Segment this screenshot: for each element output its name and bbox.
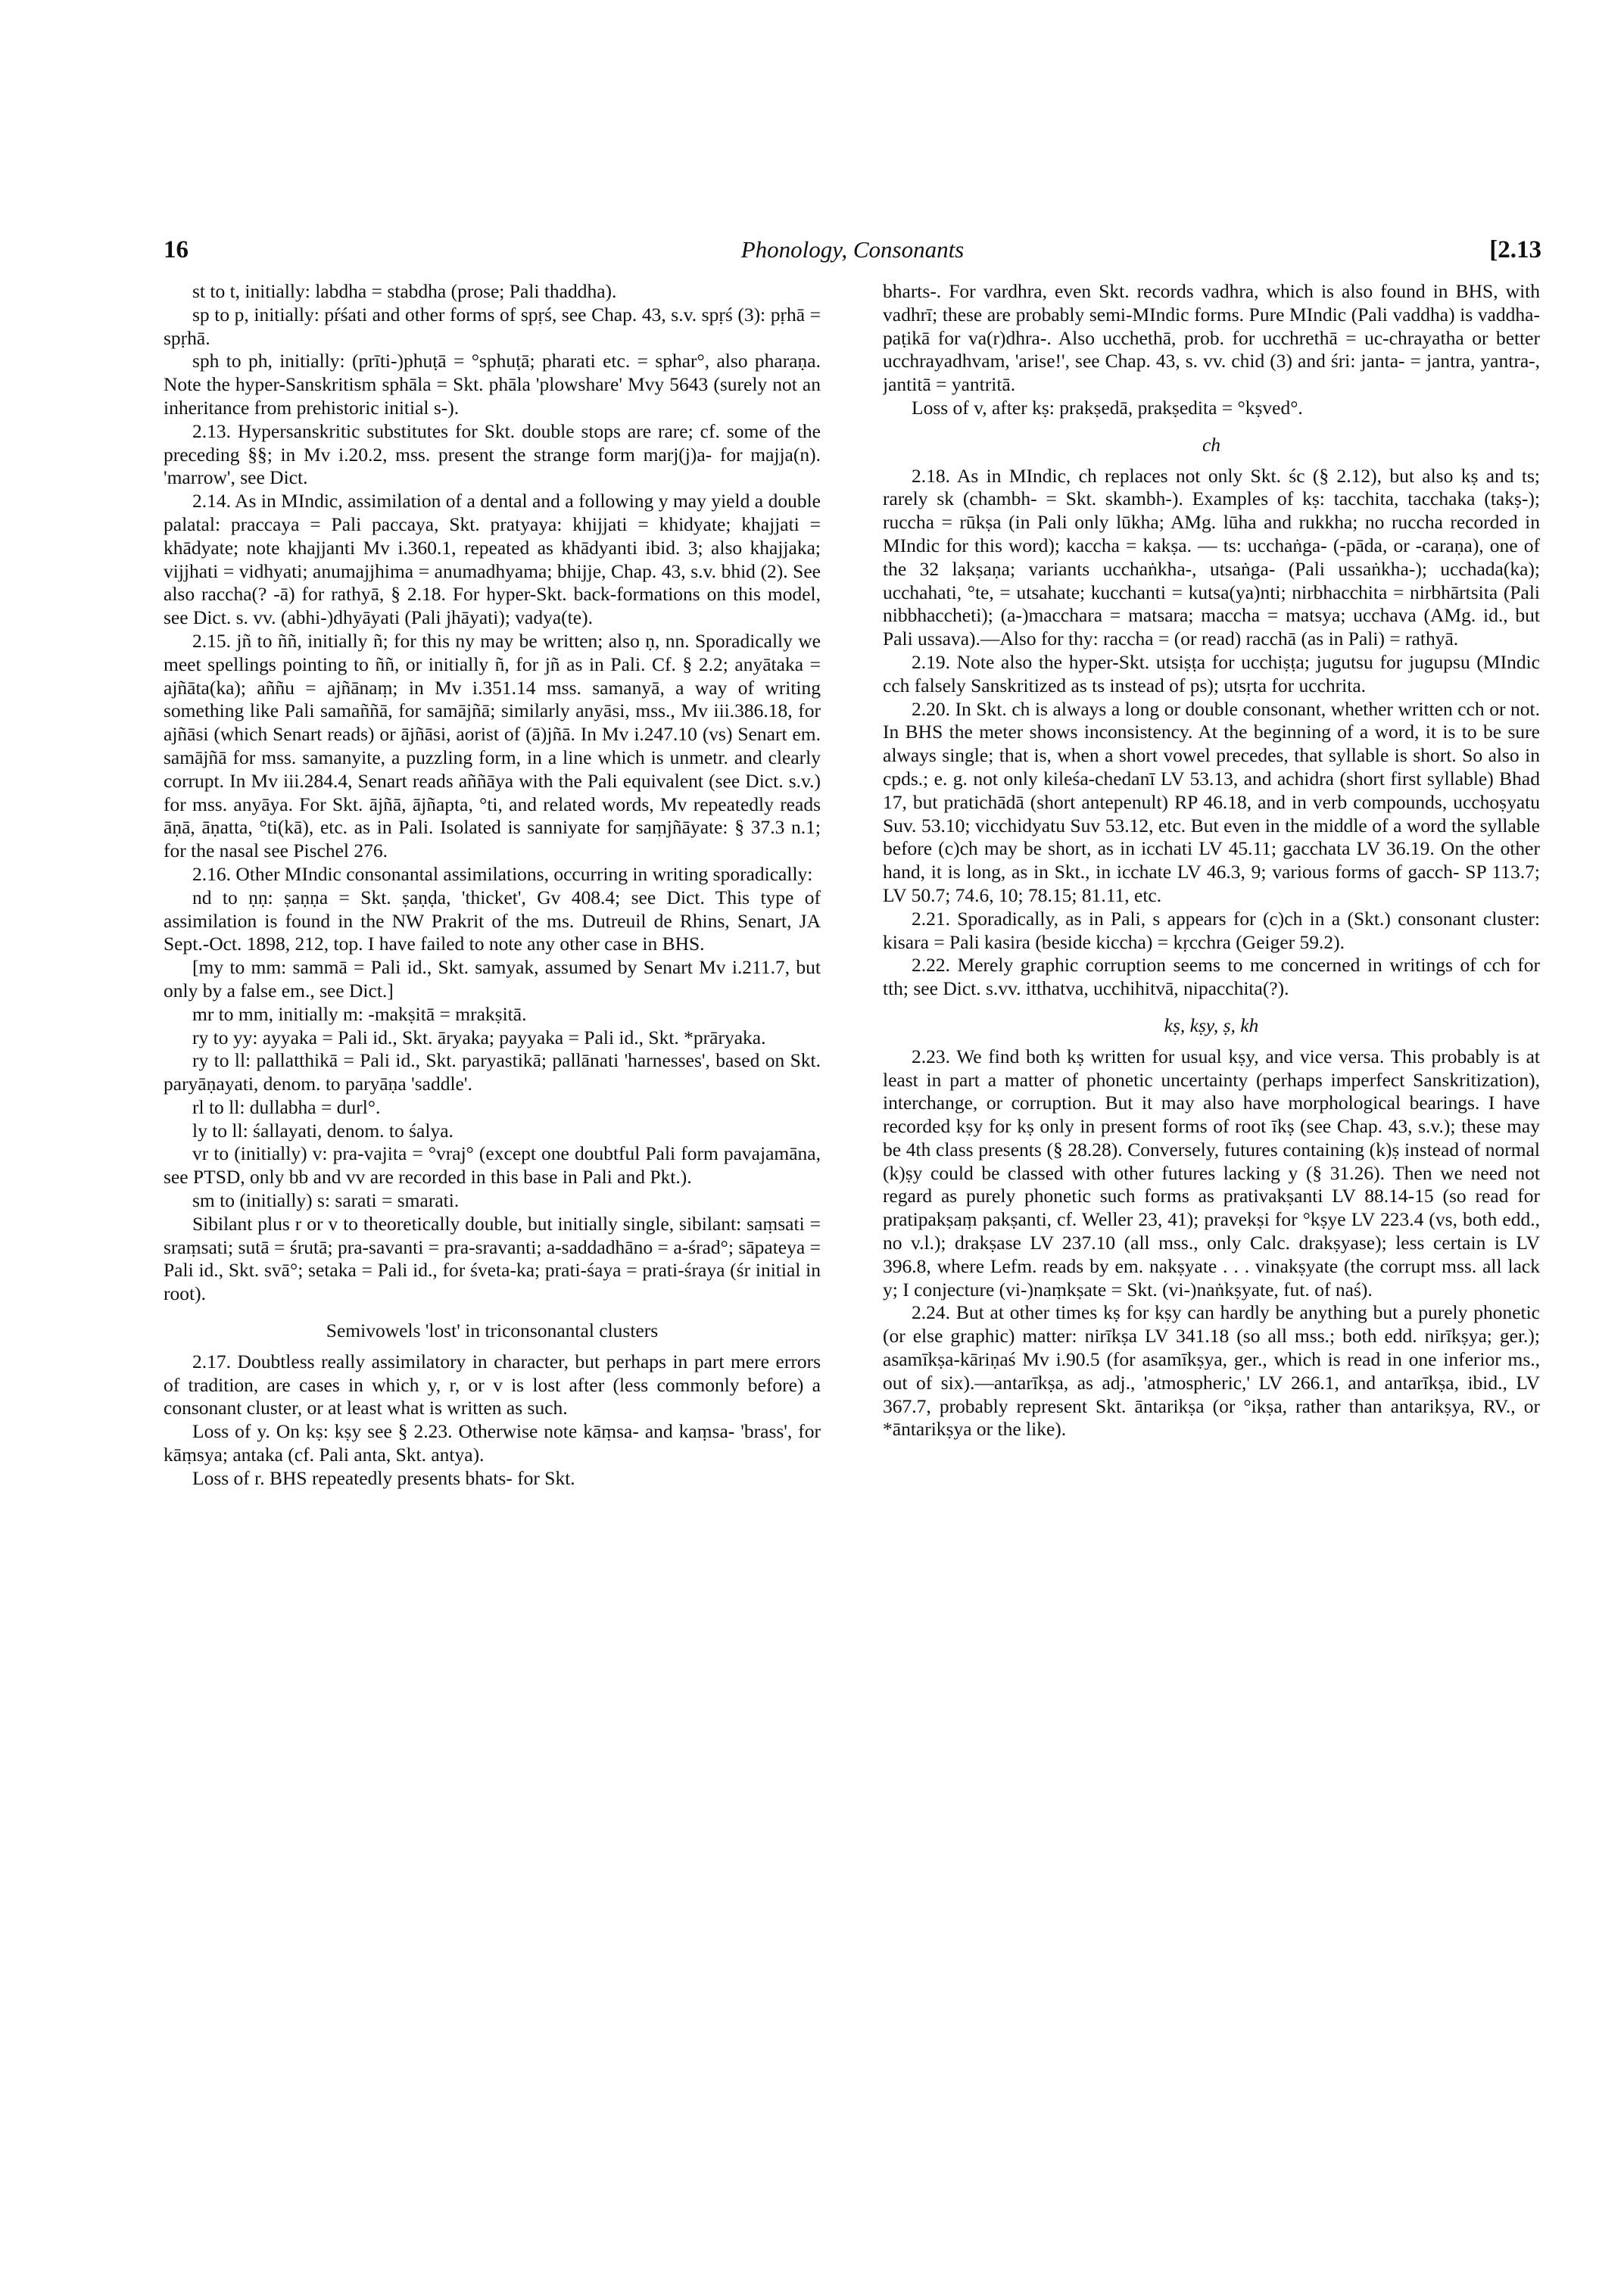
- paragraph: sp to p, initially: pŕśati and other forms of spṛś, see Chap. 43, s.v. spṛś (3): pṛhā = spṛhā.: [164, 303, 821, 349]
- section-heading: ch: [1202, 433, 1221, 456]
- paragraph: 2.17. Doubtless really assimilatory in character, but perhaps in part mere errors of tradition, are cases in which y, r, or v is lost after (less commonly before) a consonant cluster, or at least what is written as such.: [164, 1350, 821, 1419]
- paragraph: ly to ll: śallayati, denom. to śalya.: [192, 1119, 454, 1142]
- paragraph: Loss of r. BHS repeatedly presents bhats- for Skt.: [192, 1466, 575, 1489]
- paragraph: 2.15. jñ to ññ, initially ñ; for this ny may be written; also ṇ, nn. Sporadically we meet spellings pointing to ññ, or initially ñ, for jñ as in Pali. Cf. § 2.2; anyātaka = ajñāta(ka); aññu = ajñānaṃ; in Mv i.351.14 mss. samanyā, a way of writing something like Pali samaññā, for samājñā; similarly anyāsi, mss., Mv iii.386.18, for ajñāsi (which Senart reads) or ājñāsi, aorist of (ā)jñā. In Mv i.247.10 (vs) Senart em. samājñā for mss. samanyite, a puzzling form, in a line which is unmetr. and clearly corrupt. In Mv iii.284.4, Senart reads aññāya with the Pali equivalent (see Dict. s.v.) for mss. anyāya. For Skt. ājñā, ājñapta, °ti, and related words, Mv repeatedly reads āṇā, āṇatta, °ti(kā), etc. as in Pali. Isolated is sanniyate for saṃjñāyate: § 37.3 n.1; for the nasal see Pischel 276.: [164, 629, 821, 862]
- paragraph: 2.20. In Skt. ch is always a long or double consonant, whether written cch or not. In BHS the meter shows inconsistency. At the beginning of a word, it is to be sure always single; that is, when a short vowel precedes, that syllable is short. So also in cpds.; e. g. not only kileśa-chedanī LV 53.13, and achidra (short first syllable) Bhad 17, but pratichādā (short antepenult) RP 46.18, and in verb compounds, ucchoṣyatu Suv. 53.10; vicchidyatu Suv 53.12, etc. But even in the middle of a word the syllable before (c)ch may be short, as in icchati LV 45.11; gacchata LV 36.19. On the other hand, it is long, as in Skt., in icchate LV 46.3, 9; various forms of gacch- SP 113.7; LV 50.7; 74.6, 10; 78.15; 81.11, etc.: [883, 697, 1540, 906]
- paragraph: [my to mm: sammā = Pali id., Skt. samyak, assumed by Senart Mv i.211.7, but only by a false em., see Dict.]: [164, 956, 821, 1002]
- paragraph: Loss of y. On kṣ: kṣy see § 2.23. Otherwise note kāṃsa- and kaṃsa- 'brass', for kāṃsya; antaka (cf. Pali anta, Skt. antya).: [164, 1420, 821, 1466]
- paragraph: nd to ṇṇ: ṣaṇṇa = Skt. ṣaṇḍa, 'thicket', Gv 408.4; see Dict. This type of assimilation is found in the NW Prakrit of the ms. Dutreuil de Rhins, Senart, JA Sept.-Oct. 1898, 212, top. I have failed to note any other case in BHS.: [164, 886, 821, 955]
- page-number: 16: [164, 236, 189, 263]
- paragraph: 2.23. We find both kṣ written for usual kṣy, and vice versa. This probably is at least in part a matter of phonetic uncertainty (perhaps imperfect Sanskritization), interchange, or corruption. But it may also have morphological bearings. I have recorded kṣy for kṣ only in present forms of root īkṣ (see Chap. 43, s.v.); these may be 4th class presents (§ 28.28). Conversely, futures containing (k)ṣ instead of normal (k)ṣy could be classed with other futures lacking y (§ 31.26). Then we need not regard as purely phonetic such forms as prativakṣanti LV 88.14-15 (so read for pratipakṣaṃ pakṣanti, cf. Weller 23, 41); pravekṣi for °kṣye LV 223.4 (vs, both edd., no v.l.); drakṣase LV 237.10 (all mss., only Calc. drakṣyase); less certain is LV 396.8, where Lefm. reads by em. nakṣyate . . . vinakṣyate (the corrupt mss. all lack y; I conjecture (vi-)naṃkṣate = Skt. (vi-)naṅkṣyate, fut. of naś).: [883, 1045, 1540, 1301]
- paragraph: Sibilant plus r or v to theoretically double, but initially single, sibilant: saṃsati = sraṃsati; sutā = śrutā; pra-savanti = pra-sravanti; a-saddadhāno = a-śrad°; sāpateya = Pali id., Skt. svā°; setaka = Pali id., for śveta-ka; prati-śaya = prati-śraya (śr initial in root).: [164, 1212, 821, 1305]
- paragraph: 2.19. Note also the hyper-Skt. utsiṣṭa for ucchiṣṭa; jugutsu for jugupsu (MIndic cch falsely Sanskritized as ts instead of ps); utsṛta for ucchrita.: [883, 650, 1540, 696]
- paragraph: mr to mm, initially m: -makṣitā = mrakṣitā.: [192, 1002, 527, 1025]
- paragraph: st to t, initially: labdha = stabdha (prose; Pali thaddha).: [192, 280, 617, 302]
- section-heading: Semivowels 'lost' in triconsonantal clusters: [326, 1319, 659, 1342]
- paragraph: 2.14. As in MIndic, assimilation of a dental and a following y may yield a double palatal: praccaya = Pali paccaya, Skt. pratyaya: khijjati = khidyate; khajjati = khādyate; note khajjanti Mv i.360.1, repeated as khādyanti ibid. 3; also khajjaka; vijjhati = vidhyati; anumajjhima = anumadhyama; bhijje, Chap. 43, s.v. bhid (2). See also raccha(? -ā) for rathyā, § 2.18. For hyper-Skt. back-formations on this model, see Dict. s. vv. (abhi-)dhyāyati (Pali jhāyati); vadya(te).: [164, 490, 821, 629]
- right-text-column: [883, 280, 1540, 2263]
- paragraph: ry to ll: pallatthikā = Pali id., Skt. paryastikā; pallānati 'harnesses', based on Skt. paryāṇayati, denom. to paryāṇa 'saddle'.: [164, 1049, 821, 1095]
- paragraph: rl to ll: dullabha = durl°.: [192, 1095, 381, 1118]
- paragraph: 2.13. Hypersanskritic substitutes for Skt. double stops are rare; cf. some of the preceding §§; in Mv i.20.2, mss. present the strange form marj(j)a- for majja(n). 'marrow', see Dict.: [164, 419, 821, 489]
- paragraph: 2.18. As in MIndic, ch replaces not only Skt. śc (§ 2.12), but also kṣ and ts; rarely sk (chambh- = Skt. skambh-). Examples of kṣ: tacchita, tacchaka (takṣ-); ruccha = rūkṣa (in Pali only lūkha; AMg. lūha and rukkha; no ruccha recorded in MIndic for this word); kaccha = kakṣa. — ts: ucchaṅga- (-pāda, or -caraṇa), one of the 32 lakṣaṇa; variants ucchaṅkha-, utsaṅga- (Pali ussaṅkha-); ucchada(ka); ucchahati, °te, = utsahate; kucchanti = kutsa(ya)nti; nirbhacchita = nirbhārtsita (Pali nibbhaccheti); (a-)macchara = matsara; maccha = matsya; ucchava (AMg. id., but Pali ussava).—Also for thy: raccha = (or read) racchā (as in Pali) = rathyā.: [883, 464, 1540, 650]
- left-text-column: [164, 280, 821, 2263]
- paragraph: ry to yy: ayyaka = Pali id., Skt. āryaka; payyaka = Pali id., Skt. *prāryaka.: [192, 1026, 766, 1048]
- paragraph: vr to (initially) v: pra-vajita = °vraj° (except one doubtful Pali form pavajamāna, see PTSD, only bb and vv are recorded in this base in Pali and Pkt.).: [164, 1142, 821, 1189]
- paragraph: sph to ph, initially: (prīti-)phuṭā = °sphuṭā; pharati etc. = sphar°, also pharaṇa. Note the hyper-Sanskritism sphāla = Skt. phāla 'plowshare' Mvy 5643 (surely not an inheritance from prehistoric initial s-).: [164, 350, 821, 419]
- section-reference: [2.13: [1489, 236, 1541, 263]
- paragraph: 2.21. Sporadically, as in Pali, s appears for (c)ch in a (Skt.) consonant cluster: kisara = Pali kasira (beside kiccha) = kṛcchra (Geiger 59.2).: [883, 907, 1540, 953]
- paragraph: 2.22. Merely graphic corruption seems to me concerned in writings of cch for tth; see Dict. s.vv. itthatva, ucchihitvā, nipacchita(?).: [883, 954, 1540, 1000]
- running-title: Phonology, Consonants: [740, 236, 965, 263]
- running-header: [164, 236, 1541, 274]
- section-heading: kṣ, kṣy, ṣ, kh: [1164, 1014, 1259, 1036]
- paragraph: 2.16. Other MIndic consonantal assimilations, occurring in writing sporadically:: [192, 862, 813, 885]
- paragraph: bharts-. For vardhra, even Skt. records vadhra, which is also found in BHS, with vadhrī; these are probably semi-MIndic forms. Pure MIndic (Pali vaddha) is vaddha-paṭikā for va(r)dhra-. Also ucchethā, prob. for ucchrethā = uc-chrayatha or better ucchrayadhvam, 'arise!', see Chap. 43, s. vv. chid (3) and śri: janta- = jantra, yantra-, jantitā = yantritā.: [883, 280, 1540, 396]
- paragraph: 2.24. But at other times kṣ for kṣy can hardly be anything but a purely phonetic (or else graphic) matter: nirīkṣa LV 341.18 (so all mss.; both edd. nirīkṣya; ger.); asamīkṣa-kāriṇaś Mv i.90.5 (for asamīkṣya, ger., which is read in one inferior ms., out of six).—antarīkṣa, as adj., 'atmospheric,' LV 266.1, and antarīkṣa, ibid., LV 367.7, probably represent Skt. āntarikṣa (or °ikṣa, rather than antarikṣya, RV., or *āntarikṣya or the like).: [883, 1301, 1540, 1441]
- paragraph: sm to (initially) s: sarati = smarati.: [192, 1189, 460, 1212]
- paragraph: Loss of v, after kṣ: prakṣedā, prakṣedita = °kṣved°.: [912, 396, 1303, 419]
